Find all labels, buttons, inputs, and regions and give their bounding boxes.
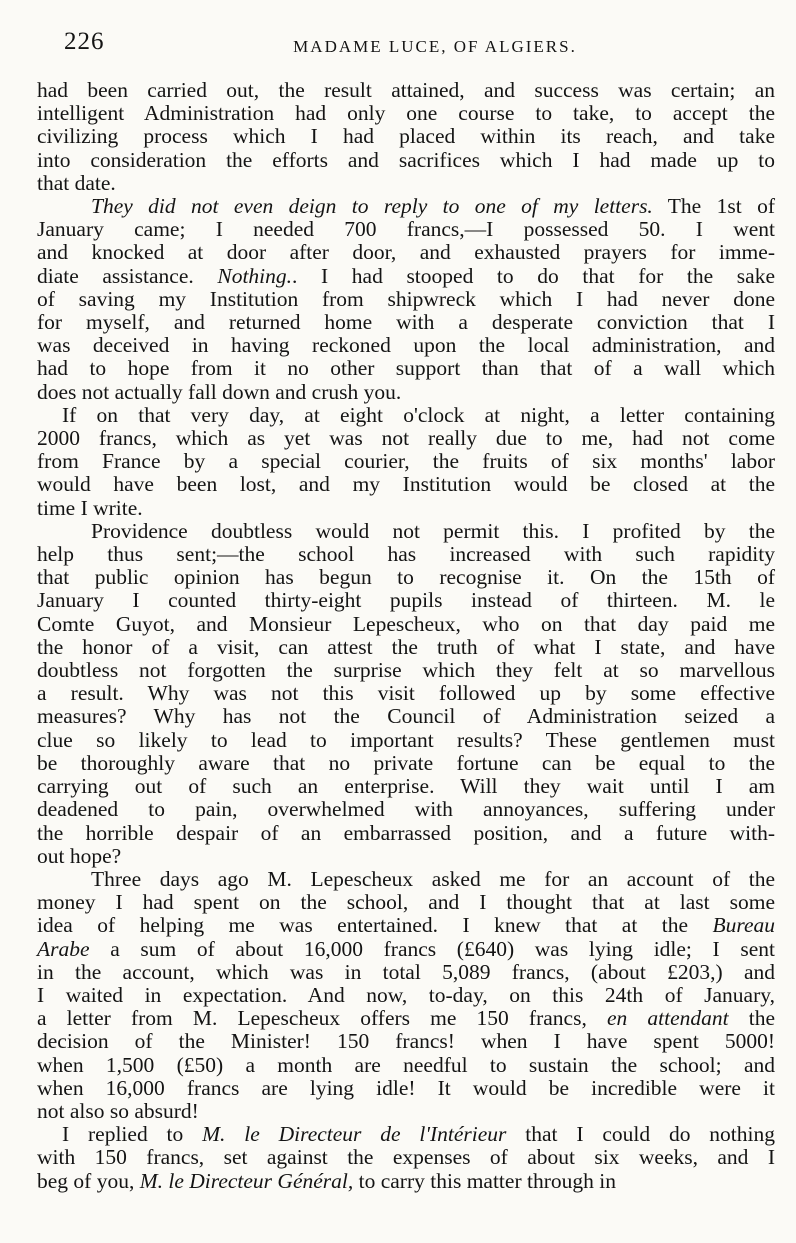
text-line: time I write. <box>37 495 143 520</box>
page-header <box>64 28 766 62</box>
text-line: I replied to M. le Directeur de l'Intérieur that I could do nothing <box>62 1122 775 1147</box>
text-line: carrying out of such an enterprise. Will they wait until I am <box>37 774 775 799</box>
text-line: Arabe a sum of about 16,000 francs (£640) was lying idle; I sent <box>37 936 775 961</box>
text-line: They did not even deign to reply to one of my letters. The 1st of <box>91 194 775 219</box>
text-line: into consideration the efforts and sacrifices which I had made up to <box>37 147 775 172</box>
text-line: Three days ago M. Lepescheux asked me for an account of the <box>91 866 775 891</box>
text-line: be thoroughly aware that no private fortune can be equal to the <box>37 750 775 775</box>
paragraph <box>37 79 775 195</box>
text-line: the honor of a visit, can attest the truth of what I state, and have <box>37 634 775 659</box>
text-line: had to hope from it no other support than that of a wall which <box>37 356 775 381</box>
text-line: in the account, which was in total 5,089 francs, (about £203,) and <box>37 959 775 984</box>
text-line: for myself, and returned home with a desperate conviction that I <box>37 310 775 335</box>
text-line: I waited in expectation. And now, to-day, on this 24th of January, <box>37 982 775 1007</box>
paragraph <box>37 1123 775 1193</box>
text-line: Comte Guyot, and Monsieur Lepescheux, who on that day paid me <box>37 611 775 636</box>
text-line: would have been lost, and my Institution would be closed at the <box>37 472 775 497</box>
text-line: the horrible despair of an embarrassed position, and a future with- <box>37 820 775 845</box>
page-number: 226 <box>64 28 105 55</box>
text-line: of saving my Institution from shipwreck which I had never done <box>37 286 775 311</box>
text-line: 2000 francs, which as yet was not really due to me, had not come <box>37 426 775 451</box>
text-line: a result. Why was not this visit followed up by some effective <box>37 681 775 706</box>
text-line: a letter from M. Lepescheux offers me 150 francs, en attendant the <box>37 1006 775 1031</box>
text-line: intelligent Administration had only one course to take, to accept the <box>37 101 775 126</box>
text-line: clue so likely to lead to important results? These gentlemen must <box>37 727 775 752</box>
text-line: when 1,500 (£50) a month are needful to sustain the school; and <box>37 1052 775 1077</box>
text-line: measures? Why has not the Council of Administration seized a <box>37 704 775 729</box>
text-line: that date. <box>37 170 116 195</box>
text-line: with 150 francs, set against the expenses of about six weeks, and I <box>37 1145 775 1170</box>
body-text <box>37 79 775 1193</box>
text-line: that public opinion has begun to recognise it. On the 15th of <box>37 565 775 590</box>
text-line: had been carried out, the result attained, and success was certain; an <box>37 78 775 102</box>
text-line: when 16,000 francs are lying idle! It would be incredible were it <box>37 1075 775 1100</box>
paragraph <box>37 868 775 1123</box>
text-line: decision of the Minister! 150 francs! when I have spent 5000! <box>37 1029 775 1054</box>
running-title: MADAME LUCE, OF ALGIERS. <box>293 37 577 56</box>
text-line: from France by a special courier, the fruits of six months' labor <box>37 449 775 474</box>
paragraph <box>37 404 775 520</box>
text-line: and knocked at door after door, and exhausted prayers for imme- <box>37 240 775 265</box>
text-line: out hope? <box>37 843 122 868</box>
text-line: Providence doubtless would not permit this. I profited by the <box>91 518 775 543</box>
text-line: money I had spent on the school, and I thought that at last some <box>37 890 775 915</box>
text-line: January I counted thirty-eight pupils instead of thirteen. M. le <box>37 588 775 613</box>
text-line: help thus sent;—the school has increased with such rapidity <box>37 542 775 567</box>
text-line: beg of you, M. le Directeur Général, to carry this matter through in <box>37 1168 616 1193</box>
text-line: does not actually fall down and crush you. <box>37 379 402 404</box>
paragraph <box>37 520 775 868</box>
text-line: diate assistance. Nothing.. I had stooped to do that for the sake <box>37 263 775 288</box>
text-line: If on that very day, at eight o'clock at night, a letter containing <box>62 402 775 427</box>
text-line: January came; I needed 700 francs,—I possessed 50. I went <box>37 217 775 242</box>
text-line: idea of helping me was entertained. I knew that at the Bureau <box>37 913 775 938</box>
text-line: not also so absurd! <box>37 1098 199 1123</box>
text-line: doubtless not forgotten the surprise which they felt at so marvellous <box>37 658 775 683</box>
text-line: civilizing process which I had placed within its reach, and take <box>37 124 775 149</box>
text-line: was deceived in having reckoned upon the local administration, and <box>37 333 775 358</box>
paragraph <box>37 195 775 404</box>
text-line: deadened to pain, overwhelmed with annoyances, suffering under <box>37 797 775 822</box>
